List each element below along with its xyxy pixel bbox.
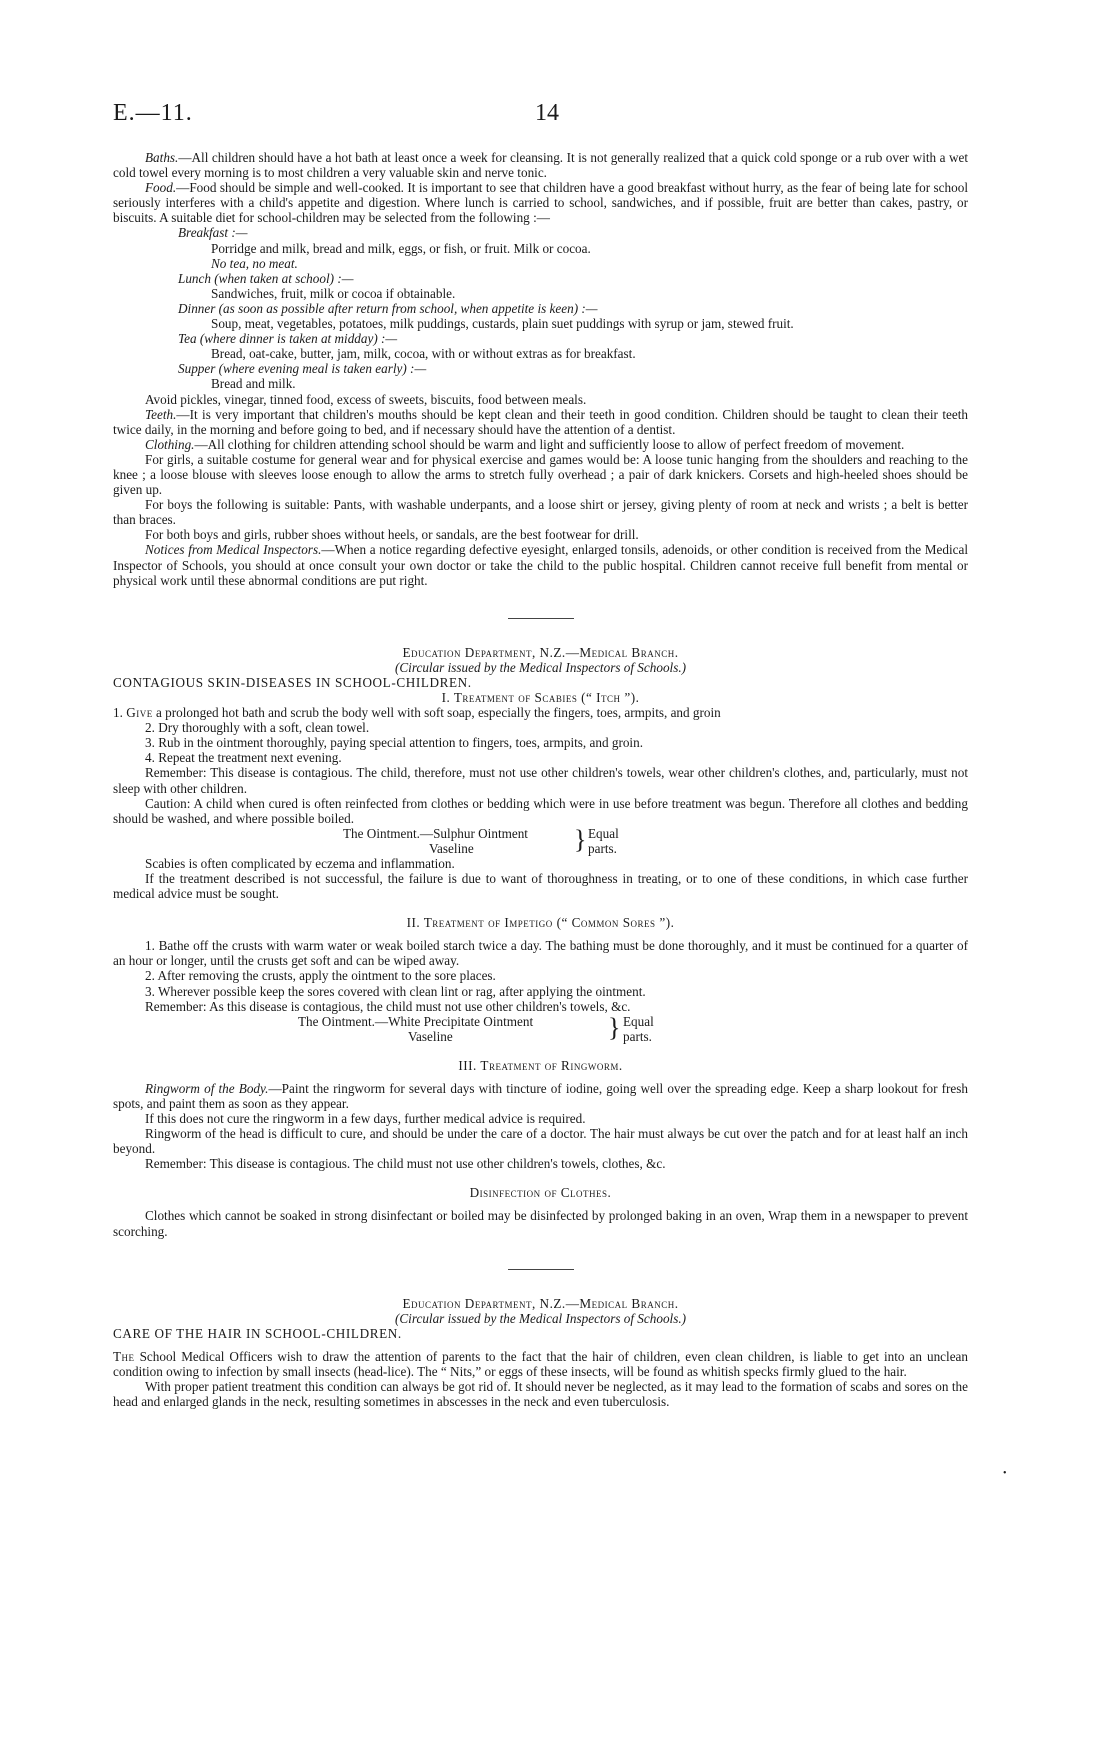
breakfast-label: Breakfast :— bbox=[178, 225, 248, 241]
ringworm-body-label: Ringworm of the Body. bbox=[145, 1080, 269, 1096]
clothing-girls: For girls, a suitable costume for general wear and for physical exercise and games would be: A loose tunic hanging from the shoulders and reaching to the knee ; a loose blouse with sleeves loose enough to allow the arms to stretch fully overhead ; a pair of dark knickers. Corsets and high-heeled shoes should be given up. bbox=[113, 451, 968, 498]
scabies-ointment-line1: The Ointment.—Sulphur Ointment bbox=[343, 825, 528, 841]
circular1-department: Education Department, N.Z.—Medical Branch. bbox=[402, 644, 679, 660]
ringworm-heading: III. Treatment of Ringworm. bbox=[458, 1057, 623, 1073]
document-reference: E.—11. bbox=[113, 100, 193, 126]
avoid-paragraph: Avoid pickles, vinegar, tinned food, excess of sweets, biscuits, food between meals. bbox=[145, 391, 587, 407]
baths-paragraph bbox=[113, 150, 968, 180]
tea-items: Bread, oat-cake, butter, jam, milk, cocoa, with or without extras as for breakfast. bbox=[211, 346, 636, 362]
clothing-text: —All clothing for children attending school should be warm and light and sufficiently loose to allow of perfect freedom of movement. bbox=[194, 436, 905, 452]
hair-paragraph-2: With proper patient treatment this condition can always be got rid of. It should never be neglected, as it may lead to the formation of scabs and sores on the head and enlarged glands in the neck, resulting sometimes in abscesses in the neck and even tuberculosis. bbox=[113, 1379, 968, 1410]
ringworm-remember: Remember: This disease is contagious. The child must not use other children's towels, clothes, &c. bbox=[145, 1156, 666, 1172]
lunch-items: Sandwiches, fruit, milk or cocoa if obtainable. bbox=[211, 285, 456, 301]
circular2-department: Education Department, N.Z.—Medical Branch. bbox=[402, 1295, 679, 1311]
food-text: —Food should be simple and well-cooked. It is important to see that children have a good breakfast without hurry, as the fear of being late for school seriously interferes with a child's appetite and digestion. Where lunch is carried to school, sandwiches, and if possible, fruit are better than cakes, pastry, or biscuits. A suitable diet for school-children may be selected from the following :— bbox=[113, 180, 968, 226]
scabies-heading: I. Treatment of Scabies (“ Itch ”). bbox=[441, 690, 640, 705]
brace-icon: } bbox=[608, 1012, 621, 1042]
impetigo-ointment-formula bbox=[113, 1014, 968, 1044]
breakfast-note: No tea, no meat. bbox=[211, 255, 298, 271]
scabies-step-2: 2. Dry thoroughly with a soft, clean towel. bbox=[145, 720, 370, 736]
supper-label: Supper (where evening meal is taken early) :— bbox=[178, 361, 427, 377]
impetigo-step-3: 3. Wherever possible keep the sores covered with clean lint or rag, after applying the ointment. bbox=[145, 983, 646, 999]
disinfection-heading: Disinfection of Clothes. bbox=[469, 1185, 612, 1201]
brace-icon: } bbox=[574, 824, 587, 854]
impetigo-ointment-parts: parts. bbox=[623, 1028, 652, 1044]
tea-label: Tea (where dinner is taken at midday) :— bbox=[178, 331, 398, 347]
circular1-title: CONTAGIOUS SKIN-DISEASES IN SCHOOL-CHILDREN. bbox=[113, 674, 472, 690]
ringworm-head: Ringworm of the head is difficult to cure, and should be under the care of a doctor. The hair must always be cut over the patch and for at least half an inch beyond. bbox=[113, 1126, 968, 1157]
scabies-step-3: 3. Rub in the ointment thoroughly, paying special attention to fingers, toes, armpits, and groin. bbox=[145, 735, 643, 751]
supper-items: Bread and milk. bbox=[211, 376, 296, 392]
page-number: 14 bbox=[535, 100, 559, 126]
clothing-label: Clothing. bbox=[145, 436, 195, 452]
clothing-both: For both boys and girls, rubber shoes without heels, or sandals, are the best footwear for drill. bbox=[145, 527, 639, 543]
notices-label: Notices from Medical Inspectors. bbox=[145, 542, 322, 558]
impetigo-ointment-line2: Vaseline bbox=[408, 1028, 453, 1044]
scabies-caution: Caution: A child when cured is often reinfected from clothes or bedding which were in use before treatment was begun. Therefore all clothes and bedding should be washed, and where possible boiled. bbox=[113, 795, 968, 826]
scabies-ointment-parts: parts. bbox=[588, 840, 617, 856]
hair-paragraph-1: The School Medical Officers wish to draw the attention of parents to the fact that the hair of children, even clean children, is liable to get into an unclean condition owing to infection by small insects (head-lice). The “ Nits,” or eggs of these insects, will be found as whitish specks firmly glued to the hair. bbox=[113, 1348, 968, 1379]
scabies-complicated: Scabies is often complicated by eczema and inflammation. bbox=[145, 855, 455, 871]
notices-text: —When a notice regarding defective eyesight, enlarged tonsils, adenoids, or other condition is received from the Medical Inspector of Schools, you should at once consult your own doctor or take the child to the public hospital. Children cannot receive full benefit from mental or physical work until these abnormal conditions are put right. bbox=[113, 542, 968, 588]
circular2-issued: (Circular issued by the Medical Inspectors of Schools.) bbox=[394, 1310, 687, 1326]
baths-label: Baths. bbox=[145, 150, 179, 165]
teeth-label: Teeth. bbox=[145, 406, 177, 422]
clothing-paragraph bbox=[113, 437, 968, 452]
baths-text: —All children should have a hot bath at least once a week for cleansing. It is not generally realized that a quick cold sponge or a rub over with a wet cold towel every morning is to most children a very valuable skin and nerve tonic. bbox=[113, 150, 968, 181]
scabies-ointment-equal: Equal bbox=[588, 825, 619, 841]
scabies-step-1: 1. Give a prolonged hot bath and scrub the body well with soft soap, especially the fingers, toes, armpits, and groin bbox=[113, 705, 721, 721]
impetigo-step-1: 1. Bathe off the crusts with warm water or weak boiled starch twice a day. The bathing must be done thoroughly, and it must be continued for a quarter of an hour or longer, until the crusts get soft and can be wiped away. bbox=[113, 938, 968, 969]
food-label: Food. bbox=[145, 180, 177, 196]
food-paragraph bbox=[113, 180, 968, 225]
margin-mark: • bbox=[1003, 1468, 1007, 1479]
lunch-label: Lunch (when taken at school) :— bbox=[178, 270, 354, 286]
impetigo-heading: II. Treatment of Impetigo (“ Common Sores ”). bbox=[406, 915, 675, 931]
scabies-step-4: 4. Repeat the treatment next evening. bbox=[145, 750, 342, 766]
impetigo-ointment-line1: The Ointment.—White Precipitate Ointment bbox=[298, 1013, 534, 1029]
impetigo-step-2: 2. After removing the crusts, apply the ointment to the sore places. bbox=[145, 968, 496, 984]
circular2-title: CARE OF THE HAIR IN SCHOOL-CHILDREN. bbox=[113, 1325, 402, 1341]
scabies-ointment-line2: Vaseline bbox=[429, 840, 474, 856]
teeth-text: —It is very important that children's mouths should be kept clean and their teeth in good condition. Children should be taught to clean their teeth twice daily, in the morning and before going to bed, and if necessary should have the attention of a dentist. bbox=[113, 406, 968, 437]
page-body bbox=[113, 150, 968, 1409]
scabies-remember: Remember: This disease is contagious. The child, therefore, must not use other children's towels, wear other children's clothes, and, particularly, must not sleep with other children. bbox=[113, 765, 968, 796]
impetigo-remember: Remember: As this disease is contagious, the child must not use other children's towels, &c. bbox=[145, 998, 631, 1014]
scabies-if-not: If the treatment described is not successful, the failure is due to want of thoroughness in treating, or to one of these conditions, in which case further medical advice must be sought. bbox=[113, 870, 968, 902]
section-divider bbox=[508, 1269, 574, 1270]
teeth-paragraph bbox=[113, 407, 968, 437]
clothing-boys: For boys the following is suitable: Pants, with washable underpants, and a loose shirt or jersey, giving plenty of room at neck and wrists ; a belt is better than braces. bbox=[113, 497, 968, 528]
notices-paragraph bbox=[113, 542, 968, 587]
circular1-issued: (Circular issued by the Medical Inspectors of Schools.) bbox=[394, 659, 687, 675]
breakfast-items: Porridge and milk, bread and milk, eggs, or fish, or fruit. Milk or cocoa. bbox=[211, 240, 591, 256]
scabies-ointment-formula bbox=[113, 826, 968, 856]
disinfection-text: Clothes which cannot be soaked in strong disinfectant or boiled may be disinfected by prolonged baking in an oven, Wrap them in a newspaper to prevent scorching. bbox=[113, 1208, 968, 1239]
ringworm-if-not: If this does not cure the ringworm in a few days, further medical advice is required. bbox=[145, 1110, 586, 1126]
impetigo-ointment-equal: Equal bbox=[623, 1013, 654, 1029]
ringworm-body: Ringworm of the Body.—Paint the ringworm for several days with tincture of iodine, going well over the spreading edge. Keep a sharp lookout for fresh spots, and paint them as soon as they appear. bbox=[113, 1080, 968, 1111]
dinner-items: Soup, meat, vegetables, potatoes, milk puddings, custards, plain suet puddings with syrup or jam, stewed fruit. bbox=[211, 316, 794, 332]
section-divider bbox=[508, 618, 574, 619]
dinner-label: Dinner (as soon as possible after return from school, when appetite is keen) :— bbox=[178, 300, 598, 316]
